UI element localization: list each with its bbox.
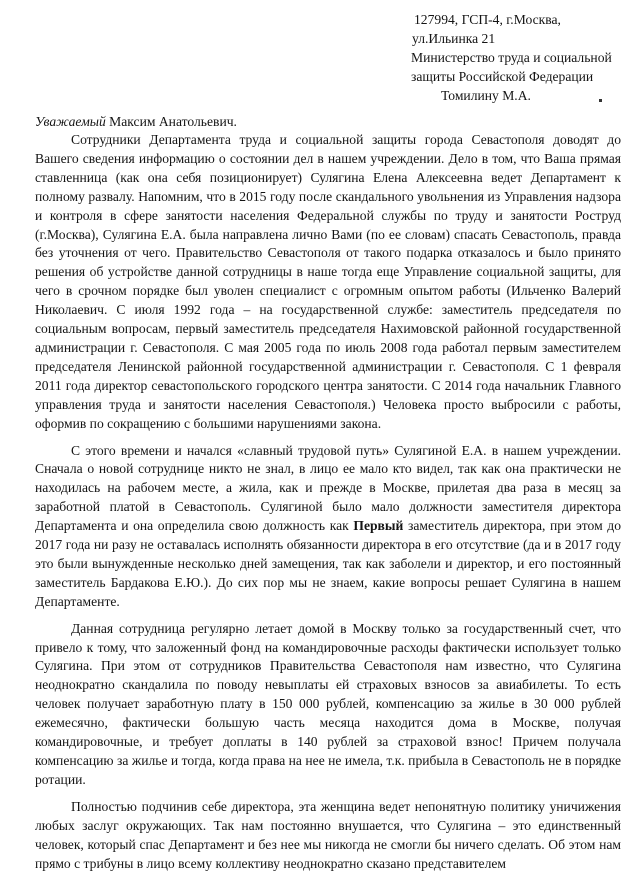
paragraph-2-part-a: С этого времени и начался «славный трудовой путь» Сулягиной Е.А. в нашем учреждении. Сначала о новой сотруднице никто не знал, в лицо ее мало кто видел, так как она практически не находилась на рабочем месте, а жила, как и прежде в Москве, прилетая два раза в месяц за заработной платой в Севастополь. Сулягиной было мало должности заместителя директора Департамента и она определила свою должность как xyxy=(35,442,621,534)
address-line-ministry: Министерство труда и социальной xyxy=(411,50,612,65)
salutation xyxy=(35,112,237,131)
scan-dot-mark xyxy=(599,99,602,102)
address-line-street: ул.Ильинка 21 xyxy=(412,31,496,46)
paragraph-2-bold-word: Первый xyxy=(353,518,404,534)
paragraph-4: Полностью подчинив себе директора, эта женщина ведет непонятную политику уничижения любых заслуг окружающих. Так нам постоянно внушается, что Сулягина – это единственный человек, который спас Департамент и без нее мы никогда не смогли бы ничего сделать. Об этом нам прямо с трибуны в лицо всему коллективу неоднократно сказано представителем xyxy=(35,798,621,871)
recipient-address-block xyxy=(411,10,639,105)
paragraph-1: Сотрудники Департамента труда и социальной защиты города Севастополя доводят до Вашего сведения информацию о состоянии дел в нашем учреждении. Дело в том, что Ваша прямая ставленница (как она себя позиционирует) Сулягина Елена Алексеевна ведет Департамент к полному развалу. Напомним, что в 2015 году после скандального увольнения из Управления надзора и контроля в сфере занятости населения Федеральной службы по труду и занятости Роструд (г.Москва), Сулягина Е.А. была направлена лично Вами (по ее словам) спасать Севастополь, правда без уточнения от чего. Правительство Севастополя от такого подарка отказалось и было принято решения об устройстве данной сотрудницы в наше тогда еще Управление социальной защиты, для чего в срочном порядке был уволен специалист с огромным опытом работы (Ильченко Валерий Николаевич. С июля 1992 года – на государственной службе: заместитель председателя по социальным вопросам, первый заместитель председателя Нахимовской районной государственной администрации г. Севастополя. С мая 2005 года по июль 2008 года работал первым заместителем председателя Ленинской районной государственной администрации г. Севастополя. С 1 февраля 2011 года директор севастопольского городского центра занятости. С 2014 года начальник Главного управления труда и занятости населения Севастополя.) Человека просто выбросили с работы, оформив по сокращению с большими нарушениями закона. xyxy=(35,132,621,431)
salutation-prefix: Уважаемый xyxy=(35,114,106,129)
paragraph-3: Данная сотрудница регулярно летает домой в Москву только за государственный счет, что привело к тому, что заложенный фонд на командировочные расходы фактически использует только Сулягина. При этом от сотрудников Правительства Севастополя нам известно, что Сулягина неоднократно скандалила по поводу невыплаты ей страховых взносов за авиабилеты. То есть человек получает заработную плату в 150 000 рублей, компенсацию за жилье в 30 000 рублей ежемесячно, фактически большую часть месяца находится дома в Москве, получая командировочные, и требует доплаты в 140 рублей за страховой взнос! Причем получала компенсацию за жилье и тогда, когда права на нее не имела, т.к. прибыла в Севастополь не в порядке ротации. xyxy=(35,620,621,787)
salutation-name: Максим Анатольевич. xyxy=(109,114,237,129)
address-line-ministry-cont: защиты Российской Федерации xyxy=(411,69,594,84)
paragraph-2 xyxy=(35,442,621,612)
address-line-recipient: Томилину М.А. xyxy=(441,88,531,103)
paragraph-2-part-b: заместитель директора, при этом до 2017 года ни разу не оставалась исполнять обязанности директора в его отсутствие (да и в 2017 году это были вынужденные несколько дней замещения, так как заболели и директор, и его постоянный заместитель Бардакова Е.Ю.). До сих пор мы не знаем, какие вопросы решает Сулягина в нашем Департаменте. xyxy=(35,518,621,609)
address-line-postal: 127994, ГСП-4, г.Москва, xyxy=(414,12,561,27)
letter-body xyxy=(35,131,621,873)
